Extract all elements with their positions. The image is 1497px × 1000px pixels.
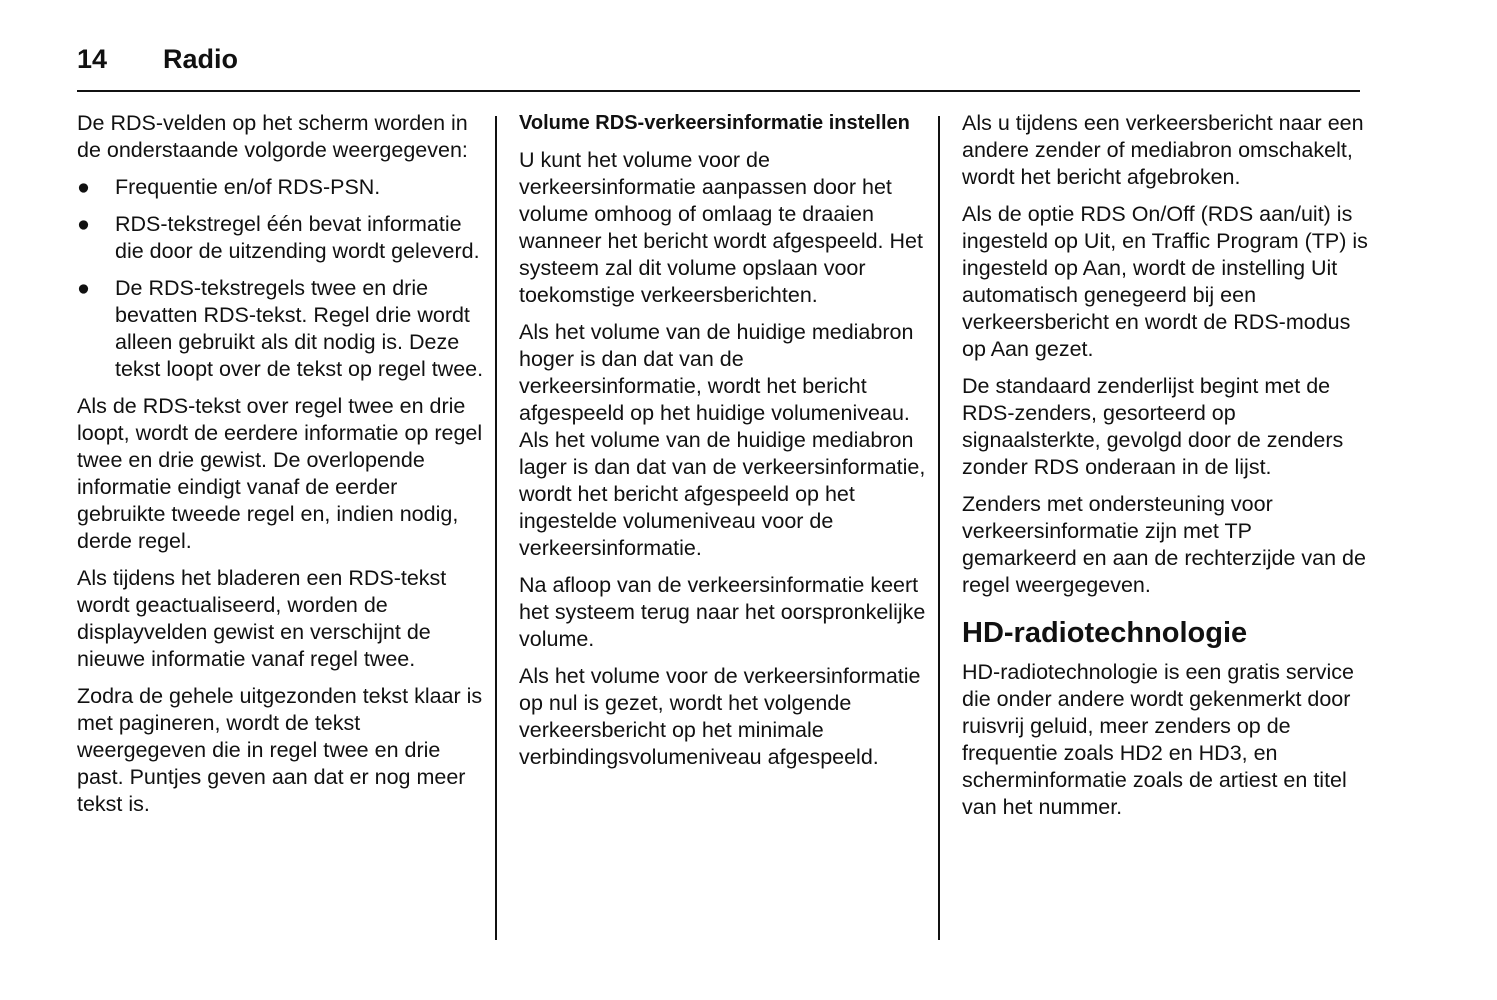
bullet-list bbox=[77, 174, 487, 383]
column-divider bbox=[938, 116, 940, 940]
paragraph: Na afloop van de verkeersinformatie keert het systeem terug naar het oorspronkelijke volume. bbox=[519, 573, 926, 651]
column-1 bbox=[77, 110, 487, 828]
paragraph: Als u tijdens een verkeersbericht naar een andere zender of mediabron omschakelt, wordt het bericht afgebroken. bbox=[962, 111, 1364, 189]
column-divider bbox=[495, 116, 497, 940]
paragraph: De standaard zenderlijst begint met de RDS-zenders, gesorteerd op signaalsterkte, gevolgd door de zenders zonder RDS onderaan in de lijst. bbox=[962, 374, 1344, 479]
paragraph: Zenders met ondersteuning voor verkeersinformatie zijn met TP gemarkeerd en aan de rechterzijde van de regel weergegeven. bbox=[962, 492, 1366, 597]
paragraph: HD-radiotechnologie is een gratis service die onder andere wordt gekenmerkt door ruisvrij geluid, meer zenders op de frequentie zoals HD2 en HD3, en scherminformatie zoals de artiest en titel van het nummer. bbox=[962, 660, 1354, 819]
column-2 bbox=[519, 110, 929, 781]
paragraph: U kunt het volume voor de verkeersinformatie aanpassen door het volume omhoog of omlaag te draaien wanneer het bericht wordt afgespeeld. Het systeem zal dit volume opslaan voor toekomstige verkeersberichten. bbox=[519, 148, 923, 307]
paragraph: Als het volume van de huidige mediabron hoger is dan dat van de verkeersinformatie, wordt het bericht afgespeeld op het huidige volumeniveau. Als het volume van de huidige mediabron lager is dan dat van de verkeersinformatie, wordt het bericht afgespeeld op het ingestelde volumeniveau voor de verkeersinformatie. bbox=[519, 320, 926, 560]
paragraph: Als de optie RDS On/Off (RDS aan/uit) is ingesteld op Uit, en Traffic Program (TP) is ingesteld op Aan, wordt de instelling Uit automatisch genegeerd bij een verkeersbericht en wordt de RDS-modus op Aan gezet. bbox=[962, 202, 1368, 361]
bullet-icon: ● bbox=[77, 212, 90, 236]
page-title: Radio bbox=[163, 44, 239, 74]
list-item: ● De RDS-tekstregels twee en drie bevatten RDS-tekst. Regel drie wordt alleen gebruikt als dit nodig is. Deze tekst loopt over de tekst op regel twee. bbox=[77, 276, 484, 381]
section-subheading: Volume RDS-verkeersinformatie instellen bbox=[519, 112, 910, 134]
paragraph: Als de RDS-tekst over regel twee en drie loopt, wordt de eerdere informatie op regel twee en drie gewist. De overlopende informatie eindigt vanaf de eerder gebruikte tweede regel en, indien nodig, derde regel. bbox=[77, 394, 483, 553]
bullet-icon: ● bbox=[77, 276, 90, 300]
bullet-icon: ● bbox=[77, 175, 90, 199]
paragraph: Als het volume voor de verkeersinformatie op nul is gezet, wordt het volgende verkeersbericht op het minimale verbindingsvolumeniveau afgespeeld. bbox=[519, 664, 921, 769]
page-header bbox=[77, 42, 1360, 90]
intro-paragraph: De RDS-velden op het scherm worden in de onderstaande volgorde weergegeven: bbox=[77, 111, 468, 162]
list-item: ● Frequentie en/of RDS-PSN. bbox=[77, 175, 381, 199]
paragraph: Als tijdens het bladeren een RDS-tekst wordt geactualiseerd, worden de displayvelden gewist en verschijnt de nieuwe informatie vanaf regel twee. bbox=[77, 566, 447, 671]
header-rule bbox=[77, 90, 1360, 92]
list-item: ● RDS-tekstregel één bevat informatie die door de uitzending wordt geleverd. bbox=[77, 212, 480, 263]
page-number: 14 bbox=[77, 44, 108, 74]
section-heading: HD-radiotechnologie bbox=[962, 617, 1248, 649]
paragraph: Zodra de gehele uitgezonden tekst klaar is met pagineren, wordt de tekst weergegeven die in regel twee en drie past. Puntjes geven aan dat er nog meer tekst is. bbox=[77, 684, 483, 816]
column-3 bbox=[962, 110, 1372, 831]
